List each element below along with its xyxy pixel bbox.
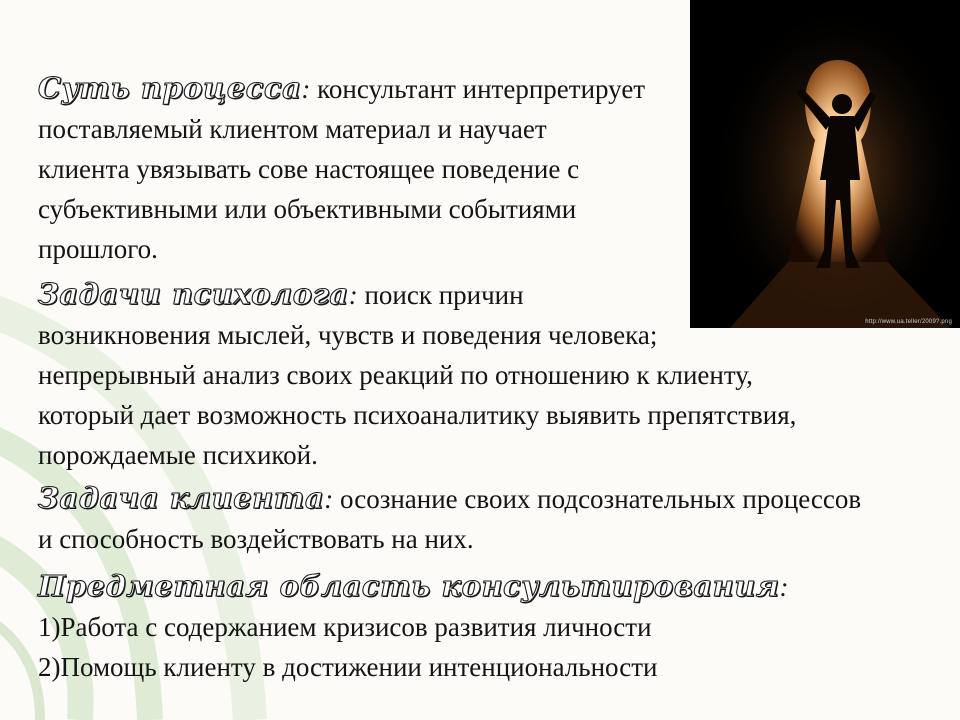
psychologist-tasks-heading: Задачи психолога <box>38 277 349 311</box>
essence-line-4: субъективными или объективными событиями <box>38 194 577 224</box>
subject-area-colon: : <box>779 572 789 602</box>
photo-caption: http://www.ua.teller/2009?.png <box>865 319 952 325</box>
essence-line-2: поставляемый клиентом материал и научает <box>38 114 547 144</box>
client-task-line-1: осознание своих подсознательных процессов <box>340 484 862 514</box>
essence-paragraph <box>38 68 678 269</box>
subject-area-paragraph <box>38 566 948 687</box>
psychologist-tasks-line-3: непрерывный анализ своих реакций по отношению к клиенту, <box>38 360 753 390</box>
psychologist-tasks-line-5: порождаемые психикой. <box>38 440 318 470</box>
psychologist-tasks-colon: : <box>348 280 358 310</box>
subject-area-heading: Предметная область консультирования <box>38 569 780 603</box>
client-task-paragraph <box>38 478 948 559</box>
essence-line-5: прошлого. <box>38 234 158 264</box>
client-task-colon: : <box>324 484 334 514</box>
essence-line-1: консультант интерпретирует <box>317 74 646 104</box>
subject-area-item-2: 2)Помощь клиенту в достижении интенциональности <box>38 652 658 682</box>
essence-line-3: клиента увязывать сове настоящее поведение с <box>38 154 580 184</box>
client-task-line-2: и способность воздействовать на них. <box>38 524 474 554</box>
essence-heading: Суть процесса <box>38 71 302 105</box>
client-task-heading: Задача клиента <box>38 481 325 515</box>
essence-colon: : <box>301 74 311 104</box>
psychologist-tasks-paragraph <box>38 274 948 475</box>
psychologist-tasks-line-1: поиск причин <box>364 280 524 310</box>
psychologist-tasks-line-2: возникновения мыслей, чувств и поведения человека; <box>38 320 658 350</box>
psychologist-tasks-line-4: который дает возможность психоаналитику выявить препятствия, <box>38 400 797 430</box>
subject-area-item-1: 1)Работа с содержанием кризисов развития личности <box>38 612 652 642</box>
